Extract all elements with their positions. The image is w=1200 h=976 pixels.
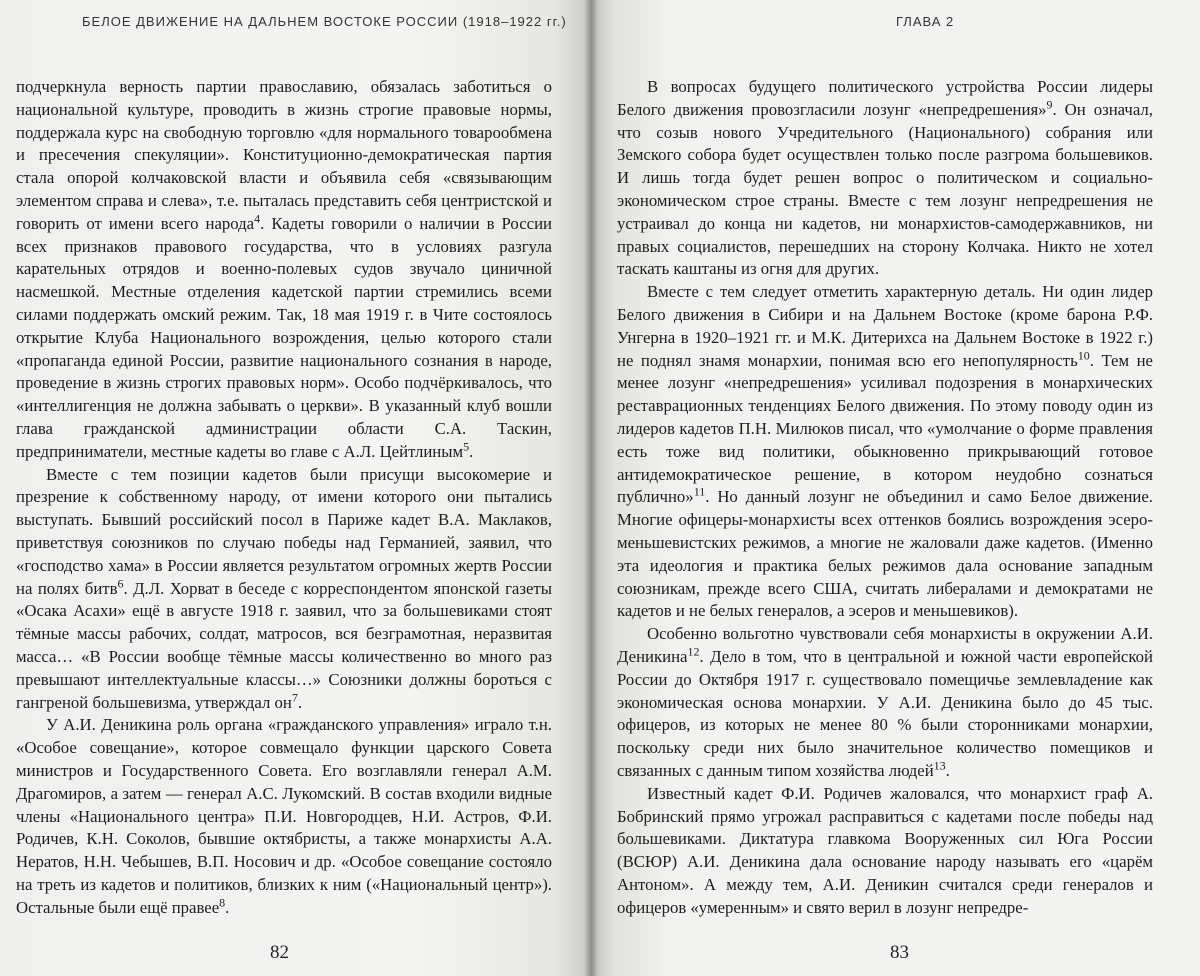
paragraph xyxy=(617,623,1153,783)
paragraph xyxy=(617,281,1153,623)
right-page xyxy=(590,0,1200,976)
footnote-ref[interactable]: 7 xyxy=(291,689,298,704)
paragraph xyxy=(16,76,552,464)
footnote-ref[interactable]: 4 xyxy=(254,211,261,226)
footnote-ref[interactable]: 11 xyxy=(693,484,706,499)
paragraph-text: . Дело в том, что в центральной и южной части европейской России до Октября 1917 г. существовало помещичье землевладение как экономическая основа монархии. У А.И. Деникина было до 45 тыс. офицеров, из которых не менее 80 % были сторонниками монархии, поскольку среди них было значительное количество помещиков и связанных с данным типом хозяйства людей xyxy=(617,646,1153,780)
right-page-text xyxy=(617,76,1153,919)
paragraph-text: . Тем не менее лозунг «непредрешения» усиливал подозрения в монархических реставрационных тенденциях Белого движения. По этому поводу один из лидеров кадетов П.Н. Милюков писал, что «умолчание о форме правления есть тоже вид политики, обыкновенно прикрывающий готовое антидемократическое решение, в котором неудобно сознаться публично» xyxy=(617,350,1153,507)
paragraph-text: . xyxy=(297,692,303,712)
left-page xyxy=(0,0,590,976)
footnote-ref[interactable]: 6 xyxy=(117,575,124,590)
left-page-number: 82 xyxy=(270,942,289,963)
paragraph xyxy=(617,76,1153,281)
paragraph xyxy=(617,783,1153,920)
paragraph-text: Особенно вольготно чувствовали себя монархисты в окружении А.И. Деникина xyxy=(617,624,1153,666)
paragraph-text: . Он означал, что созыв нового Учредительного (Национального) собрания или Земского собора будет осуществлен только после разгрома большевиков. И лишь тогда будет решен вопрос о политическом и социально-экономическом строе страны. Вместе с тем лозунг непредрешения не устраивал до конца ни кадетов, ни монархистов-самодержавников, ни правых социалистов, перешедших на сторону Колчака. Никто не хотел таскать каштаны из огня для других. xyxy=(617,99,1153,279)
paragraph-text: Вместе с тем позиции кадетов были присущи высокомерие и презрение к собственному народу, от имени которого они пытались выступать. Бывший российский посол в Париже кадет В.А. Маклаков, приветствуя союзников по случаю победы над Германией, заявил, что «господство хама» в России является результатом огромных жертв России на полях битв xyxy=(16,464,552,598)
paragraph-text: . xyxy=(225,897,230,917)
paragraph-text: . Но данный лозунг не объединил и само Белое движение. Многие офицеры-монархисты всех оттенков боялись возрождения эсеро-меньшевистских режимов, а многие не жаловали даже кадетов. (Именно эта идеология и практика белых режимов дала основание западным союзникам, прежде всего США, считать либералами и демократами не кадетов и не белых генералов, а эсеров и меньшевиков). xyxy=(617,487,1153,621)
paragraph-text: . Д.Л. Хорват в беседе с корреспондентом японской газеты «Осака Асахи» ещё в августе 1918 г. заявил, что за большевиками стоят тёмные массы рабочих, солдат, матросов, вся безграмотная, неразвитая масса… «В России вообще тёмные массы количественно во много раз превышают интеллектуальные классы…» Союзники должны бороться с гангреной большевизма, утверждал он xyxy=(16,578,552,712)
paragraph-text: подчеркнула верность партии православию, обязалась заботиться о национальной культуре, проводить в жизнь строгие правовые нормы, поддержала курс на свободную торговлю «для нормального товарообмена и пресечения спекуляции». Конституционно-демократическая партия стала опорой колчаковской власти и объявила себя «связывающим элементом справа и слева», т.е. пыталась представить себя центристской и говорить от имени всего народа xyxy=(16,77,552,233)
paragraph-text: В вопросах будущего политического устройства России лидеры Белого движения провозгласили лозунг «непредрешения» xyxy=(617,77,1153,119)
footnote-ref[interactable]: 9 xyxy=(1046,97,1053,112)
left-running-head: БЕЛОЕ ДВИЖЕНИЕ НА ДАЛЬНЕМ ВОСТОКЕ РОССИИ (1918–1922 гг.) xyxy=(82,14,567,29)
footnote-ref[interactable]: 8 xyxy=(219,895,226,910)
right-running-head: ГЛАВА 2 xyxy=(896,14,955,29)
footnote-ref[interactable]: 10 xyxy=(1077,347,1090,362)
footnote-ref[interactable]: 5 xyxy=(463,439,470,454)
left-page-text xyxy=(16,76,552,919)
paragraph xyxy=(16,464,552,715)
footnote-ref[interactable]: 12 xyxy=(687,644,700,659)
paragraph xyxy=(16,714,552,919)
paragraph-text: У А.И. Деникина роль органа «гражданского управления» играло т.н. «Особое совещание», которое совмещало функции царского Совета министров и Государственного Совета. Его возглавляли генерал А.М. Драгомиров, а затем — генерал А.С. Лукомский. В состав входили видные члены «Национального центра» П.И. Новгородцев, Н.И. Астров, Ф.И. Родичев, К.Н. Соколов, бывшие октябристы, а также монархисты А.А. Нератов, Н.Н. Чебышев, В.П. Носович и др. «Особое совещание состояло на треть из кадетов и политиков, близких к ним («Национальный центр»). Остальные были ещё правее xyxy=(16,715,552,917)
paragraph-text: Вместе с тем следует отметить характерную деталь. Ни один лидер Белого движения в Сибири и на Дальнем Востоке (кроме барона Р.Ф. Унгерна в 1920–1921 гг. и М.К. Дитерихса на Дальнем Востоке в 1922 г.) не поднял знамя монархии, понимая всю его непопулярность xyxy=(617,282,1153,370)
paragraph-text: Известный кадет Ф.И. Родичев жаловался, что монархист граф А. Бобринский прямо угрожал расправиться с кадетами после победы над большевиками. Диктатура главкома Вооруженных сил Юга России (ВСЮР) А.И. Деникина дала основание народу называть его «царём Антоном». А между тем, А.И. Деникин считался среди генералов и офицеров «умеренным» и свято верил в лозунг непредре- xyxy=(617,783,1153,917)
paragraph-text: . Кадеты говорили о наличии в России всех признаков правового государства, что в условиях разгула карательных отрядов и военно-полевых судов звучало циничной насмешкой. Местные отделения кадетской партии стремились всеми силами поддержать омский режим. Так, 18 мая 1919 г. в Чите состоялось открытие Клуба Национального возрождения, целью которого стали «пропаганда единой России, развитие национального сознания в народе, проведение в жизнь строгих правовых норм». Особо подчёркивалось, что «интеллигенция не должна забывать о церкви». В указанный клуб вошли глава гражданской администрации области С.А. Таскин, предприниматели, местные кадеты во главе с А.Л. Цейтлиным xyxy=(16,213,553,461)
paragraph-text: . xyxy=(469,441,474,461)
footnote-ref[interactable]: 13 xyxy=(933,758,946,773)
right-page-number: 83 xyxy=(890,942,909,963)
paragraph-text: . xyxy=(945,760,950,780)
